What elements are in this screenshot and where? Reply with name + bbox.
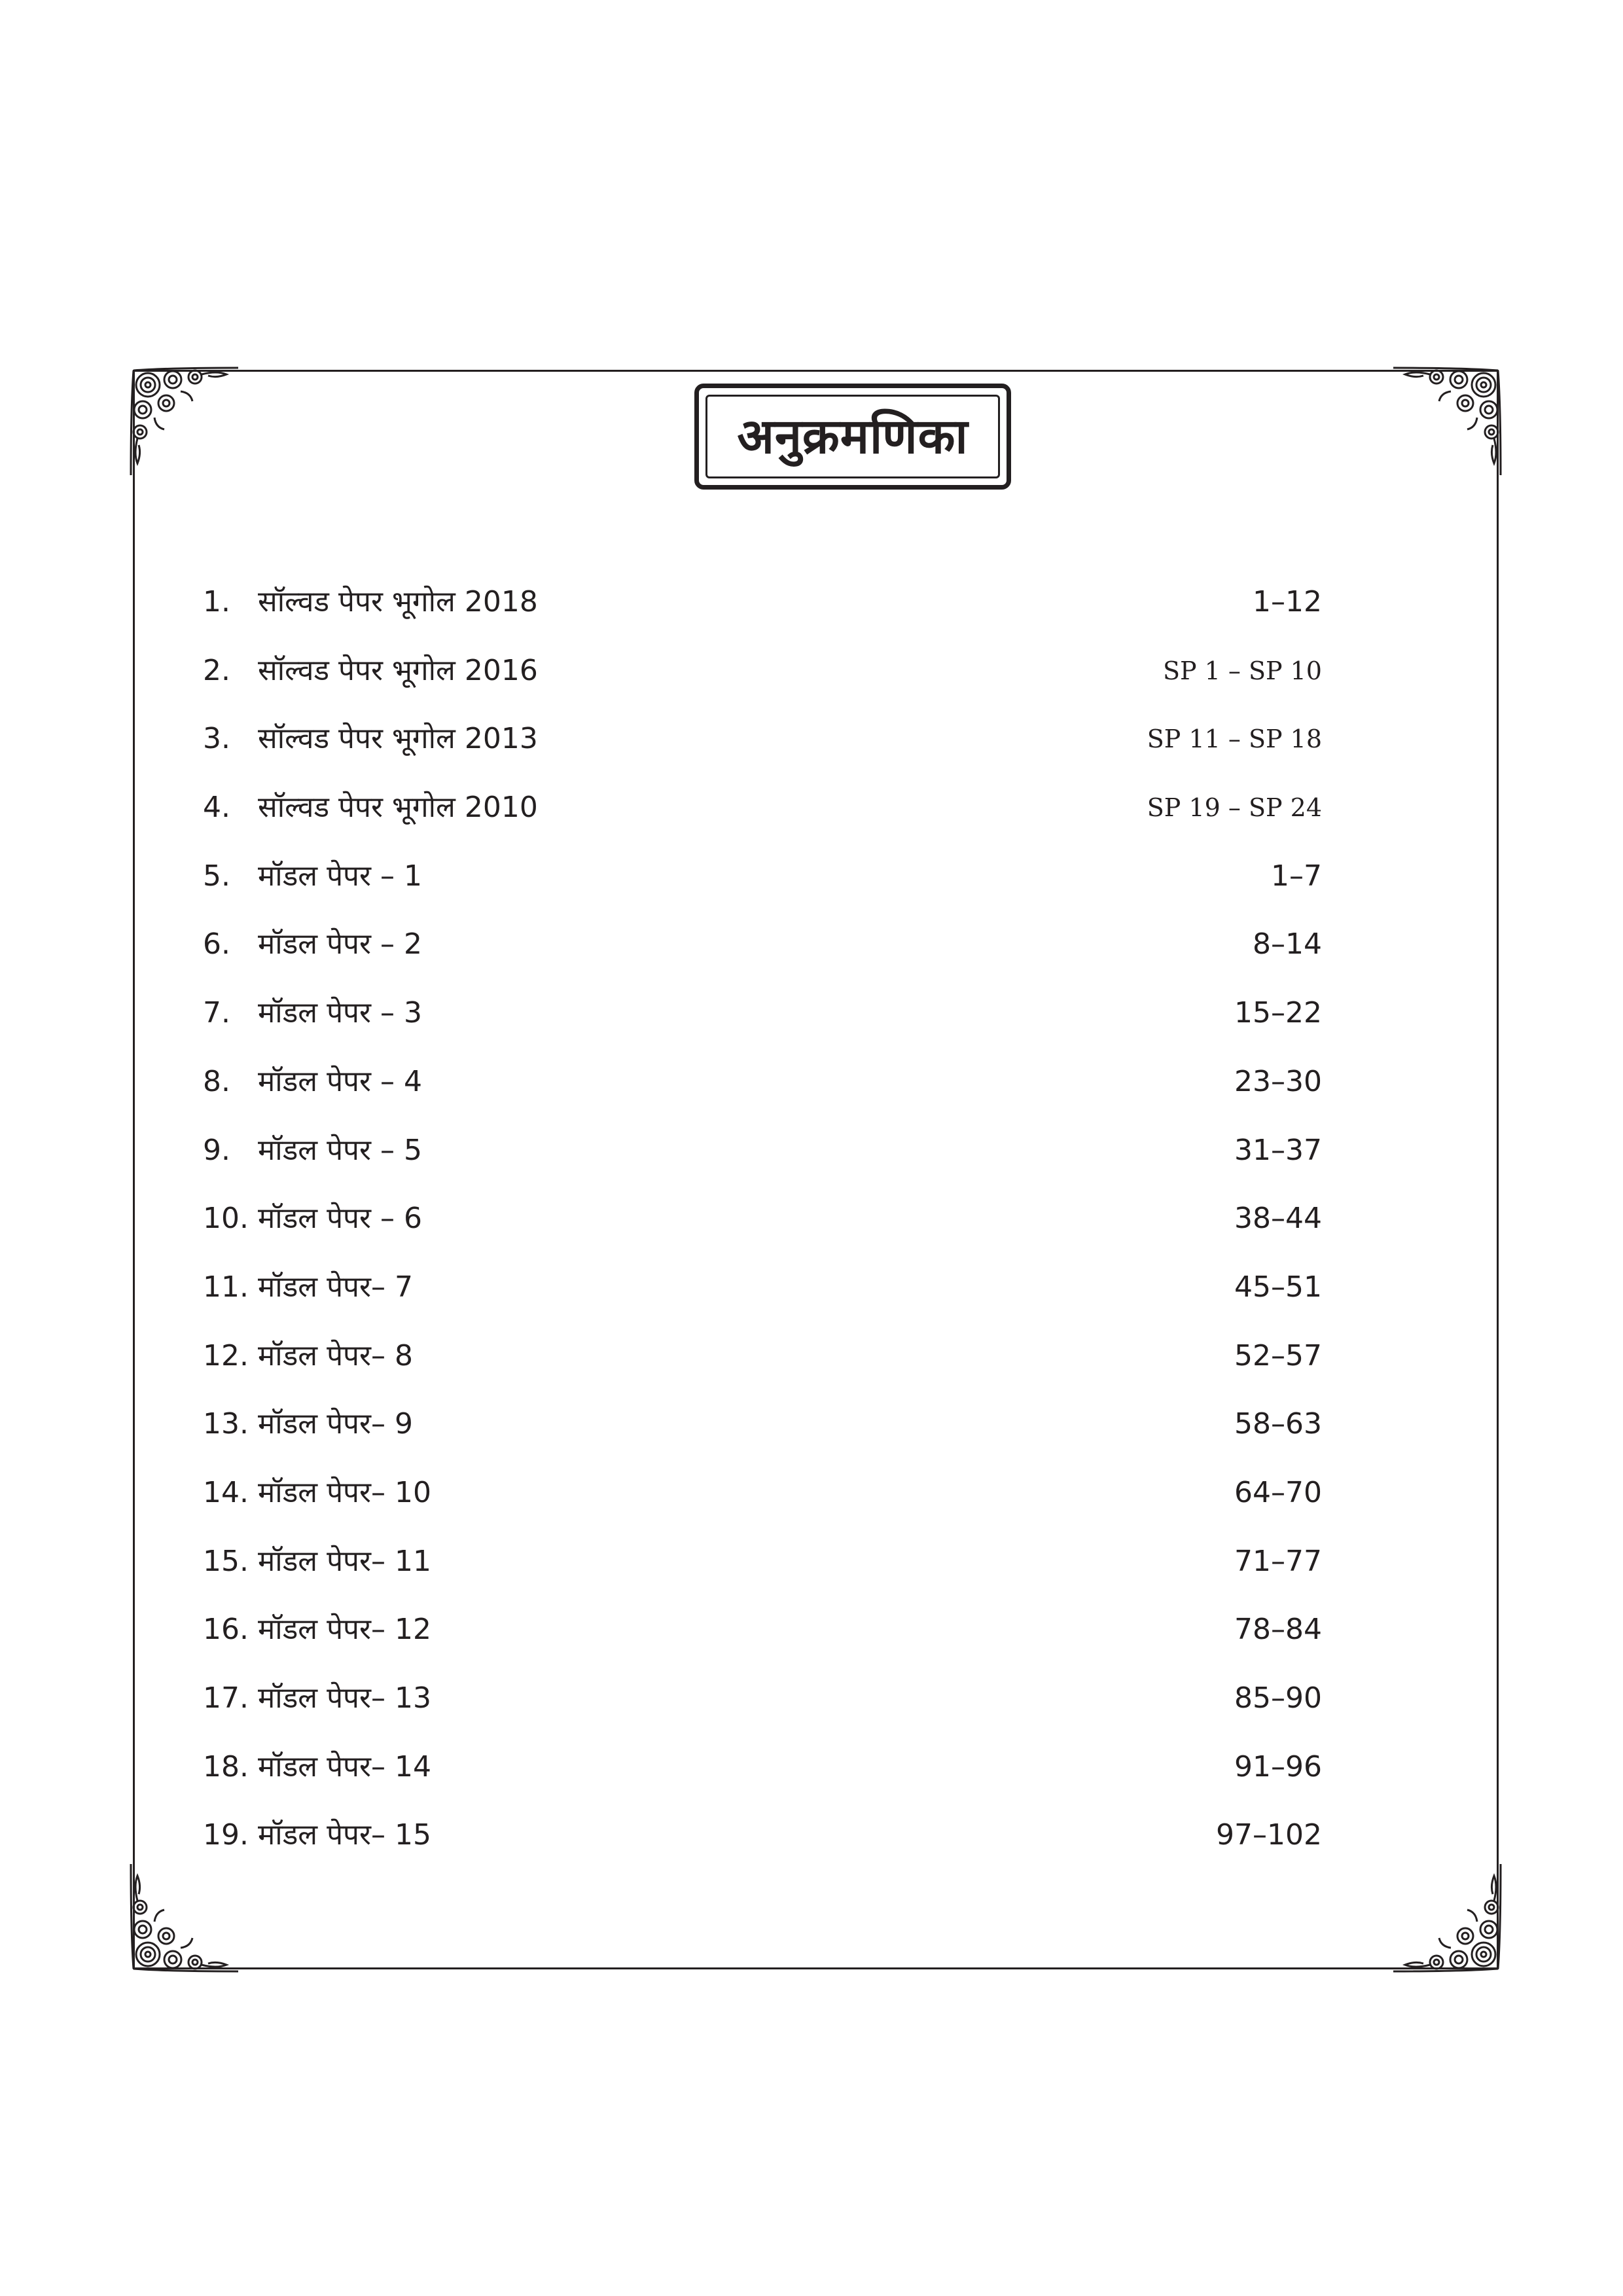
page-title: अनुक्रमणिका [737,408,969,465]
toc-entry [203,1253,1322,1322]
toc-entry [203,1733,1322,1802]
toc-entry-title: मॉडल पेपर– 13 [258,1681,432,1715]
heading-box-inner [705,395,1000,478]
toc-entry-number: 12. [203,1338,249,1372]
toc-entry-title: मॉडल पेपर– 11 [258,1544,432,1578]
toc-entry-number: 13. [203,1407,249,1441]
toc-entry-pages: 8–14 [1253,927,1322,961]
toc-entry [203,637,1322,706]
toc-entry-title: मॉडल पेपर– 12 [258,1613,432,1647]
toc-entry-pages: 97–102 [1216,1818,1322,1852]
toc-entry-title: सॉल्वड पेपर भूगोल 2010 [258,791,538,825]
toc-entry-pages: 85–90 [1234,1681,1322,1715]
toc-entry-pages: 45–51 [1234,1270,1322,1304]
toc-entry-title: मॉडल पेपर – 1 [258,859,423,893]
toc-entry-number: 6. [203,927,230,961]
toc-entry-pages: 58–63 [1234,1407,1322,1441]
toc-entry-pages: 1–7 [1271,859,1322,893]
toc-entry-number: 16. [203,1613,249,1647]
toc-entry-pages: 71–77 [1234,1544,1322,1578]
toc-entry-title: मॉडल पेपर– 10 [258,1475,432,1509]
toc-entry [203,1390,1322,1459]
toc-entry-title: मॉडल पेपर– 7 [258,1270,414,1304]
toc-entry [203,705,1322,774]
corner-ornament-top-left [128,365,240,476]
toc-entry-pages: 52–57 [1234,1338,1322,1372]
toc-entry-pages: 1–12 [1253,585,1322,619]
toc-entry-title: मॉडल पेपर – 4 [258,1064,423,1098]
toc-entry-pages: 64–70 [1234,1475,1322,1509]
toc-entry-title: सॉल्वड पेपर भूगोल 2013 [258,722,538,756]
table-of-contents [203,568,1322,1870]
toc-entry-pages: SP 19 – SP 24 [1147,793,1322,823]
corner-ornament-top-right [1392,365,1503,476]
corner-ornament-bottom-right [1392,1863,1503,1974]
toc-entry-title: मॉडल पेपर– 8 [258,1338,414,1372]
toc-entry-title: मॉडल पेपर– 9 [258,1407,414,1441]
toc-entry-number: 1. [203,585,230,619]
toc-entry-number: 18. [203,1749,249,1784]
toc-entry-pages: 15–22 [1234,996,1322,1030]
toc-entry [203,1117,1322,1185]
toc-entry-pages: 31–37 [1234,1133,1322,1167]
toc-entry [203,842,1322,911]
toc-entry-pages: SP 1 – SP 10 [1162,656,1322,685]
toc-entry [203,568,1322,637]
toc-entry-number: 14. [203,1475,249,1509]
toc-entry-title: मॉडल पेपर – 5 [258,1133,423,1167]
toc-entry-number: 8. [203,1064,230,1098]
toc-entry-title: मॉडल पेपर– 15 [258,1818,432,1852]
toc-entry-title: मॉडल पेपर– 14 [258,1749,432,1784]
toc-entry-pages: 23–30 [1234,1064,1322,1098]
heading-box [694,384,1011,490]
toc-entry [203,910,1322,979]
toc-entry-title: सॉल्वड पेपर भूगोल 2016 [258,653,538,687]
toc-entry-number: 19. [203,1818,249,1852]
toc-entry [203,774,1322,842]
toc-entry-number: 10. [203,1202,249,1236]
toc-entry-pages: 38–44 [1234,1202,1322,1236]
toc-entry [203,1048,1322,1117]
toc-entry-pages: 91–96 [1234,1749,1322,1784]
toc-entry [203,1664,1322,1733]
toc-entry-number: 17. [203,1681,249,1715]
toc-entry-number: 15. [203,1544,249,1578]
toc-entry-title: मॉडल पेपर – 2 [258,927,423,961]
toc-entry [203,1459,1322,1528]
toc-entry [203,1596,1322,1664]
toc-entry-number: 11. [203,1270,249,1304]
toc-entry [203,979,1322,1048]
toc-entry-pages: 78–84 [1234,1613,1322,1647]
toc-entry-title: मॉडल पेपर – 6 [258,1202,423,1236]
toc-entry-number: 9. [203,1133,230,1167]
toc-entry [203,1801,1322,1870]
toc-entry-title: सॉल्वड पेपर भूगोल 2018 [258,585,538,619]
toc-entry [203,1185,1322,1253]
toc-entry-number: 4. [203,791,230,825]
toc-entry-pages: SP 11 – SP 18 [1147,725,1322,754]
toc-entry-title: मॉडल पेपर – 3 [258,996,423,1030]
toc-entry-number: 3. [203,722,230,756]
toc-entry [203,1528,1322,1596]
corner-ornament-bottom-left [128,1863,240,1974]
toc-entry-number: 2. [203,653,230,687]
toc-entry-number: 7. [203,996,230,1030]
toc-entry-number: 5. [203,859,230,893]
toc-entry [203,1322,1322,1391]
